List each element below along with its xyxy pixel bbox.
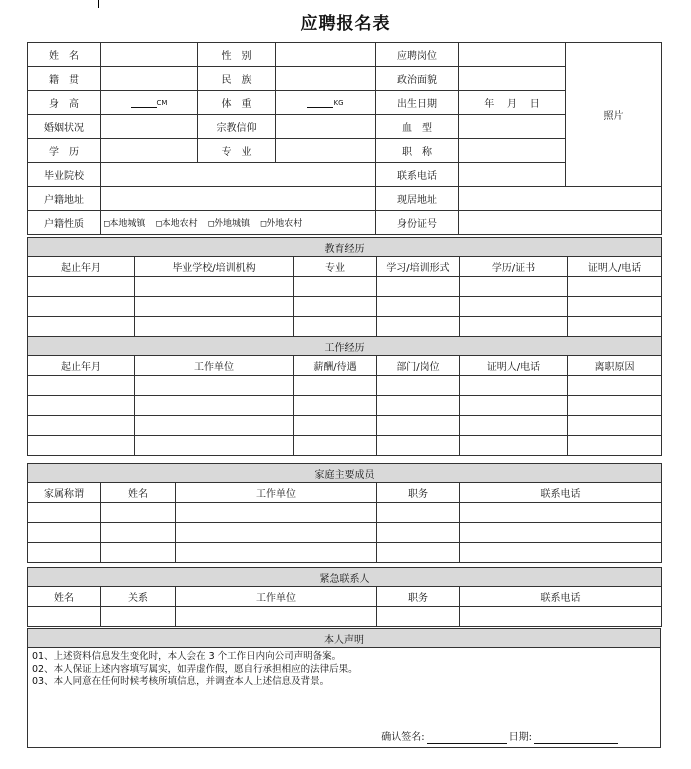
table-row — [28, 607, 662, 627]
marital-field[interactable] — [101, 115, 198, 139]
hukou-type-label: 户籍性质 — [28, 211, 101, 235]
emergency-col-title: 职务 — [377, 587, 460, 607]
hukou-addr-label: 户籍地址 — [28, 187, 101, 211]
gender-field[interactable] — [276, 43, 376, 67]
birth-field[interactable] — [459, 91, 566, 115]
edu-col-mode: 学习/培训形式 — [377, 257, 460, 277]
table-row — [28, 297, 662, 317]
experience-table — [27, 237, 662, 456]
education-field[interactable] — [101, 139, 198, 163]
religion-label: 宗教信仰 — [198, 115, 276, 139]
hukou-option-nonlocal-rural[interactable]: □外地农村 — [260, 219, 303, 229]
name-label: 姓 名 — [28, 43, 101, 67]
height-unit: CM — [156, 99, 168, 107]
text-cursor — [98, 0, 99, 8]
hukou-addr-field[interactable] — [101, 187, 376, 211]
weight-label: 体 重 — [198, 91, 276, 115]
date-label: 日期: — [508, 731, 532, 743]
family-col-title: 职务 — [377, 483, 460, 503]
current-addr-label: 现居地址 — [376, 187, 459, 211]
emergency-table — [27, 567, 662, 627]
education-label: 学 历 — [28, 139, 101, 163]
table-row — [28, 376, 662, 396]
origin-label: 籍 贯 — [28, 67, 101, 91]
edu-col-reference: 证明人/电话 — [568, 257, 662, 277]
phone-field[interactable] — [459, 163, 566, 187]
ethnicity-field[interactable] — [276, 67, 376, 91]
table-row — [28, 416, 662, 436]
signature-field[interactable] — [427, 733, 507, 744]
school-field[interactable] — [101, 163, 376, 187]
emergency-col-phone: 联系电话 — [460, 587, 662, 607]
table-row — [28, 503, 662, 523]
gender-label: 性 别 — [198, 43, 276, 67]
edu-col-school: 毕业学校/培训机构 — [135, 257, 294, 277]
education-section-header: 教育经历 — [28, 238, 662, 257]
height-label: 身 高 — [28, 91, 101, 115]
declaration-body — [28, 648, 661, 748]
current-addr-field[interactable] — [459, 187, 662, 211]
declaration-line-2: 02、本人保证上述内容填写属实，如弄虚作假，愿自行承担相应的法律后果。 — [32, 663, 358, 675]
family-col-relation: 家属称谓 — [28, 483, 101, 503]
origin-field[interactable] — [101, 67, 198, 91]
major-label: 专 业 — [198, 139, 276, 163]
height-field[interactable] — [101, 91, 198, 115]
marital-label: 婚姻状况 — [28, 115, 101, 139]
work-section-header: 工作经历 — [28, 337, 662, 356]
table-row — [28, 317, 662, 337]
hukou-option-nonlocal-urban[interactable]: □外地城镇 — [208, 219, 250, 229]
birth-day-label: 日 — [529, 99, 540, 110]
title-field[interactable] — [459, 139, 566, 163]
id-field[interactable] — [459, 211, 662, 235]
basic-info-table — [27, 42, 662, 235]
signature-row — [381, 732, 620, 745]
declaration-line-3: 03、本人同意在任何时候考核所填信息，并调查本人上述信息及背景。 — [32, 676, 330, 687]
blood-label: 血 型 — [376, 115, 459, 139]
table-row — [28, 523, 662, 543]
form-title: 应聘报名表 — [300, 14, 391, 34]
photo-label: 照片 — [603, 111, 624, 122]
work-col-period: 起止年月 — [28, 356, 135, 376]
birth-month-label: 月 — [507, 99, 517, 110]
position-label: 应聘岗位 — [376, 43, 459, 67]
emergency-col-employer: 工作单位 — [176, 587, 377, 607]
position-field[interactable] — [459, 43, 566, 67]
declaration-section-header: 本人声明 — [28, 629, 661, 648]
work-col-salary: 薪酬/待遇 — [294, 356, 377, 376]
declaration-line-1: 01、上述资料信息发生变化时，本人会在 3 个工作日内向公司声明备案。 — [32, 651, 342, 662]
table-row — [28, 277, 662, 297]
hukou-type-options[interactable] — [101, 211, 376, 235]
weight-unit: KG — [333, 99, 344, 107]
table-row — [28, 396, 662, 416]
photo-area[interactable] — [566, 43, 662, 187]
work-col-reference: 证明人/电话 — [460, 356, 568, 376]
table-row — [28, 543, 662, 563]
edu-col-period: 起止年月 — [28, 257, 135, 277]
blood-field[interactable] — [459, 115, 566, 139]
emergency-col-relation: 关系 — [101, 587, 176, 607]
birth-year-label: 年 — [484, 99, 495, 110]
religion-field[interactable] — [276, 115, 376, 139]
table-row — [28, 436, 662, 456]
family-table — [27, 463, 662, 563]
phone-label: 联系电话 — [376, 163, 459, 187]
ethnicity-label: 民 族 — [198, 67, 276, 91]
work-col-leave-reason: 离职原因 — [568, 356, 662, 376]
school-label: 毕业院校 — [28, 163, 101, 187]
work-col-employer: 工作单位 — [135, 356, 294, 376]
family-section-header: 家庭主要成员 — [28, 464, 662, 483]
hukou-option-local-urban[interactable]: □本地城镇 — [104, 219, 146, 229]
title-label: 职 称 — [376, 139, 459, 163]
date-field[interactable] — [534, 733, 618, 744]
weight-field[interactable] — [276, 91, 376, 115]
family-col-phone: 联系电话 — [460, 483, 662, 503]
confirm-signature-label: 确认签名: — [381, 731, 425, 743]
family-col-employer: 工作单位 — [176, 483, 377, 503]
edu-col-degree: 学历/证书 — [460, 257, 568, 277]
hukou-option-local-rural[interactable]: □本地农村 — [156, 219, 198, 229]
emergency-section-header: 紧急联系人 — [28, 568, 662, 587]
emergency-col-name: 姓名 — [28, 587, 101, 607]
political-label: 政治面貌 — [376, 67, 459, 91]
declaration-table — [27, 628, 661, 748]
family-col-name: 姓名 — [101, 483, 176, 503]
political-field[interactable] — [459, 67, 566, 91]
edu-col-major: 专业 — [294, 257, 377, 277]
major-field[interactable] — [276, 139, 376, 163]
work-col-department: 部门/岗位 — [377, 356, 460, 376]
id-label: 身份证号 — [376, 211, 459, 235]
name-field[interactable] — [101, 43, 198, 67]
birth-label: 出生日期 — [376, 91, 459, 115]
